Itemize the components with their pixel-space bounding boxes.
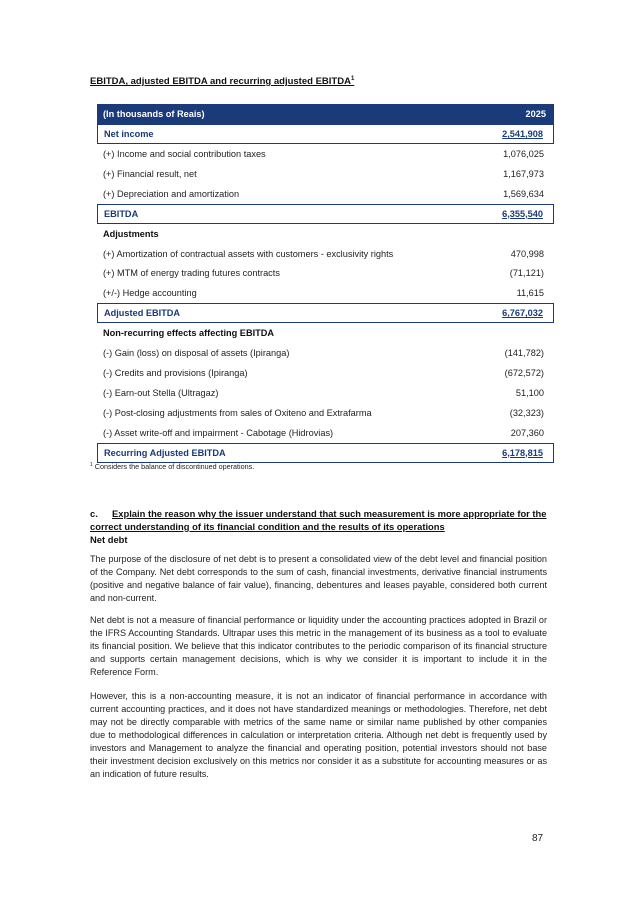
row-label: (-) Asset write-off and impairment - Cabotage (Hidrovias) — [103, 427, 334, 438]
table-footnote — [90, 462, 254, 471]
row-value: 1,076,025 — [503, 148, 544, 159]
section-c-heading — [90, 508, 547, 533]
table-row-adjusted-ebitda — [97, 303, 554, 323]
table-row — [97, 283, 554, 303]
table-row — [97, 144, 554, 164]
row-value: (672,572) — [504, 367, 544, 378]
row-value: 6,178,815 — [502, 447, 543, 458]
row-value: (71,121) — [509, 268, 544, 279]
row-value: 470,998 — [510, 248, 544, 259]
section-label: Non-recurring effects affecting EBITDA — [103, 328, 275, 339]
section-c-label: c. — [90, 508, 98, 519]
table-row — [97, 403, 554, 423]
section-label: Adjustments — [103, 228, 159, 239]
row-label: (+) Income and social contribution taxes — [103, 148, 266, 159]
row-label: (-) Credits and provisions (Ipiranga) — [103, 367, 248, 378]
row-label: EBITDA — [104, 208, 139, 219]
table-title-text: EBITDA, adjusted EBITDA and recurring adjusted EBITDA — [90, 76, 351, 87]
table-row — [97, 263, 554, 283]
row-value: (141,782) — [504, 348, 544, 359]
table-row-recurring-adjusted-ebitda — [97, 443, 554, 463]
row-label: (-) Gain (loss) on disposal of assets (Ipiranga) — [103, 348, 290, 359]
row-value: 11,615 — [516, 288, 544, 299]
row-label: (+/-) Hedge accounting — [103, 288, 197, 299]
footnote-marker: 1 — [90, 462, 93, 468]
row-label: (+) Financial result, net — [103, 168, 197, 179]
row-label: Adjusted EBITDA — [104, 308, 181, 319]
row-label: (+) Depreciation and amortization — [103, 188, 240, 199]
row-value: 207,360 — [510, 427, 544, 438]
table-row — [97, 343, 554, 363]
section-c-text: Explain the reason why the issuer understand that such measurement is more appropriate for the correct understanding of its financial condition and the results of its operations — [90, 508, 547, 532]
paragraph-1: The purpose of the disclosure of net debt is to present a consolidated view of the debt level and financial position of the Company. Net debt corresponds to the sum of cash, financial investments, derivative financial instruments (positive and negative balance of fair value), financing, debentures and leases payable, considered both current and non-current. — [90, 554, 547, 603]
table-row — [97, 184, 554, 204]
header-label: (In thousands of Reais) — [103, 109, 205, 119]
table-row-net-income — [97, 124, 554, 144]
row-value: 51,100 — [515, 387, 544, 398]
table-row — [97, 244, 554, 264]
row-value: 1,569,634 — [503, 188, 544, 199]
header-year: 2025 — [525, 109, 546, 119]
net-debt-subheading: Net debt — [90, 534, 128, 545]
table-section-adjustments — [97, 224, 554, 244]
table-row — [97, 164, 554, 184]
title-footnote-marker: 1 — [350, 76, 355, 82]
paragraph-3: However, this is a non-accounting measure, it is not an indicator of financial performance in accordance with current accounting practices, and it does not have standardized meanings or methodologies. Therefore, net debt may not be directly comparable with metrics of the same name or similar name published by other companies due to methodological differences in calculation or interpretation criteria. Although net debt is frequently used by investors and Management to analyze the financial and operating position, potential investors should not base their investment decision exclusively on this metrics nor consider it as a substitute for accounting measures or as an indication of future results. — [90, 691, 547, 779]
row-value: 2,541,908 — [502, 129, 543, 139]
table-row — [97, 383, 554, 403]
table-row-ebitda — [97, 204, 554, 224]
table-row — [97, 423, 554, 443]
row-label: (+) Amortization of contractual assets with customers - exclusivity rights — [103, 248, 394, 259]
row-label: Recurring Adjusted EBITDA — [104, 447, 226, 458]
row-label: (+) MTM of energy trading futures contracts — [103, 268, 280, 279]
row-label: Net income — [104, 129, 154, 139]
row-label: (-) Earn-out Stella (Ultragaz) — [103, 387, 219, 398]
table-header — [97, 104, 554, 124]
paragraph-2: Net debt is not a measure of financial performance or liquidity under the accounting practices adopted in Brazil or the IFRS Accounting Standards. Ultrapar uses this metric in the management of its business as a tool to evaluate its financial position. We believe that this indicator contributes to the periodic comparison of its financial structure and supports certain management decisions, which is why we consider it is important to include it in the Reference Form. — [90, 615, 547, 677]
footnote-text: Considers the balance of discontinued operations. — [94, 462, 255, 471]
row-value: 6,767,032 — [502, 308, 543, 319]
table-title — [90, 76, 354, 87]
ebitda-table — [97, 104, 554, 463]
row-label: (-) Post-closing adjustments from sales of Oxiteno and Extrafarma — [103, 407, 372, 418]
table-row — [97, 363, 554, 383]
row-value: (32,323) — [509, 407, 544, 418]
table-section-non-recurring — [97, 323, 554, 343]
page-number: 87 — [532, 833, 544, 844]
row-value: 6,355,540 — [502, 208, 543, 219]
row-value: 1,167,973 — [503, 168, 544, 179]
